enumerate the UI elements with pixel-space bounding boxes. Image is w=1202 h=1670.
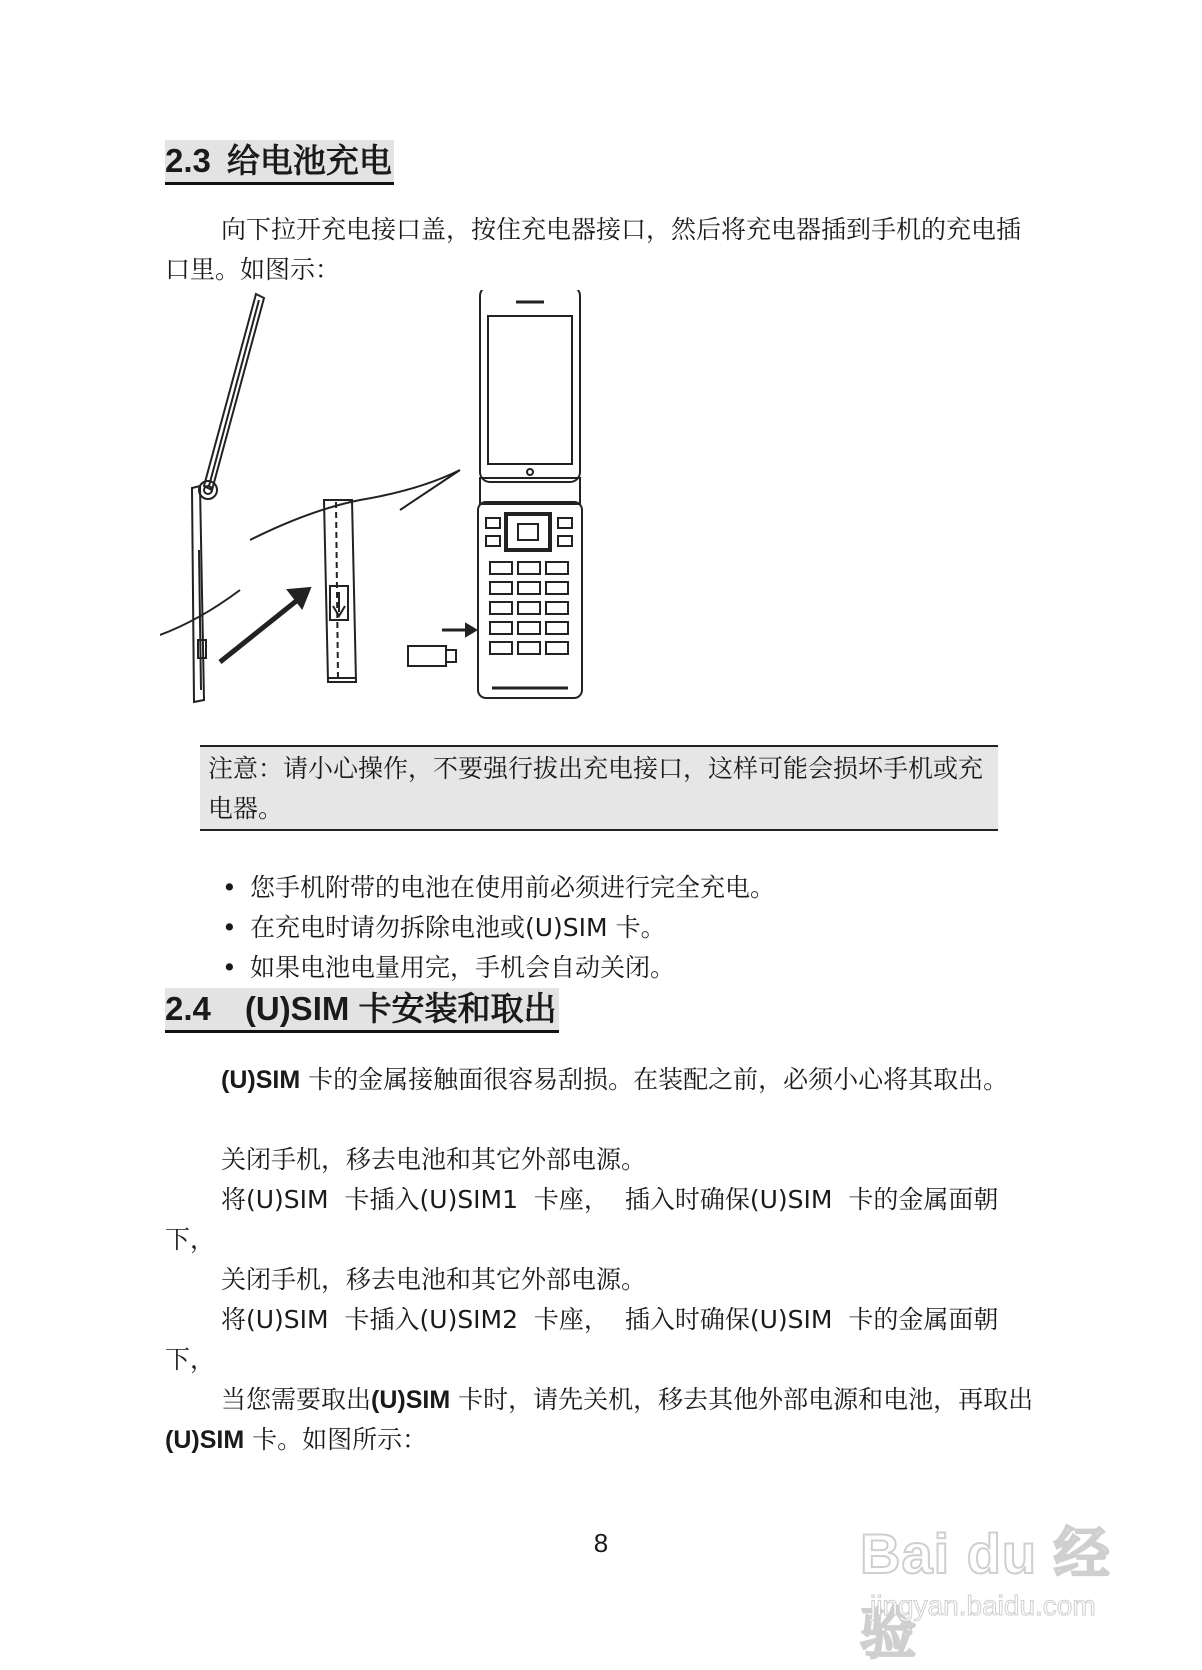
phone-front-figure <box>478 290 582 698</box>
caution-note <box>200 745 998 831</box>
phone-side-open-figure <box>192 294 264 702</box>
charging-tips-list <box>218 868 775 988</box>
sim-paragraph-1-text: 卡的金属接触面很容易刮损。在装配之前，必须小心将其取出。 <box>300 1065 1009 1094</box>
caution-note-text: 注意：请小心操作，不要强行拔出充电接口，这样可能会损坏手机或充电器。 <box>208 754 984 823</box>
sim-paragraph-6-text-c: 卡。如图所示： <box>244 1425 428 1454</box>
direction-arrow-icon <box>220 588 310 662</box>
section-number: 2.3 <box>165 142 211 179</box>
charging-illustration <box>160 290 620 735</box>
section-heading-2-4 <box>165 988 559 1033</box>
sim-paragraph-1 <box>165 1060 1045 1100</box>
sim-bold-term: (U)SIM <box>221 1066 301 1094</box>
section-title: (U)SIM 卡安装和取出 <box>244 990 557 1027</box>
sim-paragraph-2: 关闭手机，移去电池和其它外部电源。 <box>221 1145 647 1174</box>
sim-bold-term: (U)SIM <box>165 1426 245 1454</box>
baidu-watermark <box>860 1490 1160 1665</box>
sim-bold-term: (U)SIM <box>371 1386 451 1414</box>
list-item: • 如果电池电量用完，手机会自动关闭。 <box>218 948 775 988</box>
sim-paragraph-4: 关闭手机，移去电池和其它外部电源。 <box>221 1265 647 1294</box>
charging-intro: 向下拉开充电接口盖，按住充电器接口，然后将充电器插到手机的充电插口里。如图示： <box>165 215 1022 284</box>
list-item: • 在充电时请勿拆除电池或(U)SIM 卡。 <box>218 908 775 948</box>
sim-paragraph-6-text-b: 卡时，请先关机，移去其他外部电源和电池，再取出 <box>450 1385 1034 1414</box>
sim-paragraph-3: 将(U)SIM 卡插入(U)SIM1 卡座， 插入时确保(U)SIM 卡的金属面朝下， <box>165 1185 999 1254</box>
sim-paragraph-5: 将(U)SIM 卡插入(U)SIM2 卡座， 插入时确保(U)SIM 卡的金属面朝下， <box>165 1305 999 1374</box>
sim-paragraph-6 <box>165 1380 1045 1460</box>
charger-plug-figure <box>408 624 476 666</box>
watermark-logo-text: Bai du 经验 <box>860 1522 1111 1665</box>
section-heading-2-3 <box>165 140 394 185</box>
section-title: 给电池充电 <box>226 142 392 179</box>
list-item: • 您手机附带的电池在使用前必须进行完全充电。 <box>218 868 775 908</box>
watermark-url: jingyan.baidu.com <box>870 1590 1096 1621</box>
section-number: 2.4 <box>165 990 211 1027</box>
sim-paragraph-6-text-a: 当您需要取出 <box>221 1385 372 1414</box>
page-number: 8 <box>593 1528 609 1558</box>
